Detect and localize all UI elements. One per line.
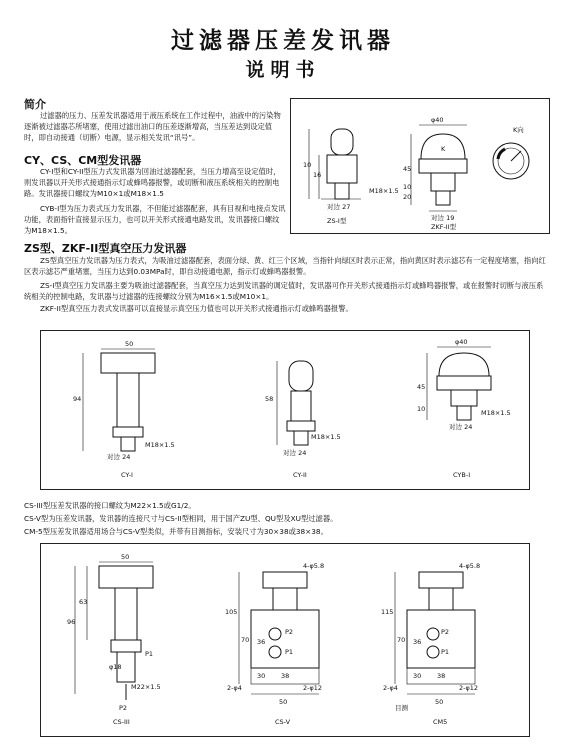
- cm5-dim-70: 70: [397, 636, 406, 644]
- zkf-neck-shape: [431, 173, 455, 191]
- csv-phi12-label: 2-φ12: [303, 684, 323, 692]
- csv-dim-70: 70: [241, 636, 250, 644]
- cyb-dim-10: 10: [417, 405, 426, 413]
- cm5-dim-50: 50: [435, 698, 444, 706]
- csv-phi4-label: 2-φ4: [227, 684, 242, 692]
- cyb-phi40-label: φ40: [455, 338, 468, 346]
- cm5-phi4-label: 2-φ4: [383, 684, 398, 692]
- cs3-dim-50: 50: [121, 553, 130, 561]
- cm5-caption: CM5: [433, 718, 448, 726]
- cy2-caption: CY-II: [293, 471, 307, 479]
- cm5-indicator-label: 目测: [395, 704, 408, 712]
- cy2-s24-label: 对边 24: [283, 449, 307, 457]
- cy1-caption: CY-I: [121, 471, 133, 479]
- cy-paragraph-2: CYB-I型为压力表式压力发讯器，不但能过滤器配套，具有目视和电接点发讯功能，表面指针直接显示压力，也可以开关形式接通电路发讯，发讯器接口螺纹为M18×1.5。: [24, 204, 286, 235]
- document-subtitle: 说明书: [245, 59, 321, 81]
- cm5-dim-38: 38: [437, 672, 446, 680]
- cy1-s24-label: 对边 24: [107, 453, 131, 461]
- csv-p1-label: P1: [285, 648, 294, 656]
- csv-p2-label: P2: [285, 628, 294, 636]
- cyb-s24-label: 对边 24: [449, 423, 473, 431]
- cm5-dim-30: 30: [413, 672, 422, 680]
- kview-label: K向: [513, 126, 524, 134]
- zs-cap-shape: [331, 129, 353, 155]
- cs3-head-shape: [99, 566, 153, 588]
- figure-cy: [40, 330, 530, 490]
- cm5-hole-label: 4-φ5.8: [459, 562, 481, 570]
- zs-thread-shape: [335, 183, 349, 199]
- zkf-caption: ZKF-II型: [431, 223, 457, 231]
- intro-heading: 简介: [24, 98, 46, 111]
- zkf-dim-20: 20: [403, 193, 412, 201]
- zs-m18-label: M18×1.5: [369, 187, 399, 195]
- zs-paragraph-1: ZS型真空压力发讯器为压力表式，为吸油过滤器配套，表面分绿、黄、红三个区域，当指针向绿区时表示正常，指向黄区时表示滤芯有一定程度堵塞，指向红区表示滤芯严重堵塞，当压力达到0.03MPa时，即自动接通电源，指示灯或蜂鸣器报警。: [24, 256, 546, 276]
- zs-dim-16: 16: [313, 171, 322, 179]
- csv-caption: CS-V: [275, 718, 291, 726]
- figure-cs: [40, 543, 530, 737]
- zs-heading: ZS型、ZKF-II型真空压力发讯器: [24, 242, 187, 255]
- zs-paragraph-2: ZS-I型真空压力发讯器主要为吸油过滤器配套，当真空压力达到发讯器的调定值时，发讯器可作开关形式接通指示灯或蜂鸣器报警，或在报警时切断与液压系统相关的控制电路，发讯器与过滤器的连接螺纹分别为M16×1.5或M10×1。: [24, 281, 544, 301]
- cy1-head-shape: [101, 353, 155, 373]
- cyb-caption: CYB-I: [453, 471, 471, 479]
- zkf-dim-10: 10: [403, 183, 412, 191]
- cs3-hex-shape: [111, 640, 141, 652]
- zs-body-shape: [327, 155, 357, 183]
- cm5-phi12-label: 2-φ12: [459, 684, 479, 692]
- cm5-head-shape: [419, 572, 463, 588]
- cy2-body-shape: [291, 391, 311, 421]
- cy2-dim-58: 58: [265, 395, 274, 403]
- cyb-dome-shape: [439, 353, 489, 376]
- cy2-cap-shape: [289, 361, 313, 391]
- cm5-dim-36: 36: [413, 638, 422, 646]
- document-title: 过滤器压差发讯器: [171, 28, 395, 54]
- cyb-m18-label: M18×1.5: [481, 409, 511, 417]
- cm5-neck-shape: [429, 588, 453, 610]
- figure-zs-zkf: [290, 98, 550, 234]
- cy1-hex-shape: [113, 427, 143, 437]
- csv-hole-label: 4-φ5.8: [303, 562, 325, 570]
- csv-dim-30: 30: [257, 672, 266, 680]
- cs3-caption: CS-III: [113, 718, 130, 726]
- cy1-body-shape: [117, 373, 139, 427]
- cy1-dim-94: 94: [73, 395, 82, 403]
- cs3-p2-label: P2: [119, 704, 128, 712]
- cs3-dim-96: 96: [67, 618, 76, 626]
- csv-port-p1-shape: [269, 646, 281, 658]
- zkf-thread-shape: [436, 191, 450, 205]
- cy1-thread-shape: [121, 437, 135, 451]
- csv-dim-105: 105: [225, 608, 238, 616]
- cy1-m18-label: M18×1.5: [145, 441, 175, 449]
- csv-dim-38: 38: [281, 672, 290, 680]
- zkf-base-shape: [419, 159, 467, 173]
- cy1-dim-50: 50: [125, 340, 134, 348]
- cy2-m18-label: M18×1.5: [311, 433, 341, 441]
- cs-paragraph-3: CM-5型压差发讯器适用场合与CS-V型类似，并带有目测指标，安装尺寸为30×38或38×38。: [24, 527, 328, 536]
- cs3-dim-63: 63: [79, 598, 88, 606]
- zs-dim-10: 10: [303, 161, 312, 169]
- cm5-p1-label: P1: [441, 648, 450, 656]
- cs3-m22-label: M22×1.5: [131, 683, 161, 691]
- zkf-phi40-label: φ40: [431, 116, 444, 124]
- cs-paragraph-2: CS-V型为压差发讯器，发讯器的连接尺寸与CS-II型相同，用于国产ZU型、QU型及XU型过滤器。: [24, 514, 338, 523]
- cyb-neck-shape: [451, 390, 477, 406]
- cy2-hex-shape: [287, 421, 315, 431]
- cm5-p2-label: P2: [441, 628, 450, 636]
- cs3-p1-label: P1: [145, 650, 154, 658]
- zkf-dim-45: 45: [403, 165, 412, 173]
- csv-neck-shape: [273, 588, 297, 610]
- zs-caption: ZS-I型: [327, 217, 347, 225]
- cyb-dim-45: 45: [417, 383, 426, 391]
- zs-s27-label: 对边 27: [327, 203, 351, 211]
- cs-paragraph-1: CS-III型压差发讯器的接口螺纹为M22×1.5或G1/2。: [24, 501, 196, 510]
- cy-paragraph-1: CY-I型和CY-II型压力式发讯器为回油过滤器配套，当压力增高至设定值时，则发讯器以开关形式接通指示灯或蜂鸣器报警，或切断和液压系统相关的控制电路。发讯器接口螺纹为M10×1或M18×1.5: [24, 167, 281, 198]
- csv-dim-36: 36: [257, 638, 266, 646]
- csv-head-shape: [263, 572, 307, 588]
- cs3-phi18-label: φ18: [109, 663, 122, 671]
- cm5-port-p2-shape: [427, 628, 439, 640]
- intro-text: 过滤器的压力、压差发讯器适用于液压系统在工作过程中，油液中的污染物逐渐被过滤器芯所堵塞，使用过滤出油口的压差逐渐增高，当压差达到设定值时，即自动接通（切断）电源，显示相关发讯“讯号”。: [24, 111, 281, 142]
- csv-port-p2-shape: [269, 628, 281, 640]
- zkf-s19-label: 对边 19: [431, 214, 455, 222]
- cy2-thread-shape: [294, 431, 308, 445]
- zkf-k-label: K: [441, 145, 446, 153]
- csv-dim-50: 50: [279, 698, 288, 706]
- cm5-port-p1-shape: [427, 646, 439, 658]
- cyb-thread-shape: [457, 406, 471, 420]
- zs-paragraph-3: ZKF-II型真空压力表式发讯器可以直接显示真空压力值也可以开关形式接通指示灯或蜂鸣器报警。: [40, 304, 353, 313]
- cy-heading: CY、CS、CM型发讯器: [24, 154, 142, 167]
- cs3-body-shape: [115, 588, 137, 640]
- cm5-dim-115: 115: [381, 608, 394, 616]
- cyb-base-shape: [437, 376, 491, 390]
